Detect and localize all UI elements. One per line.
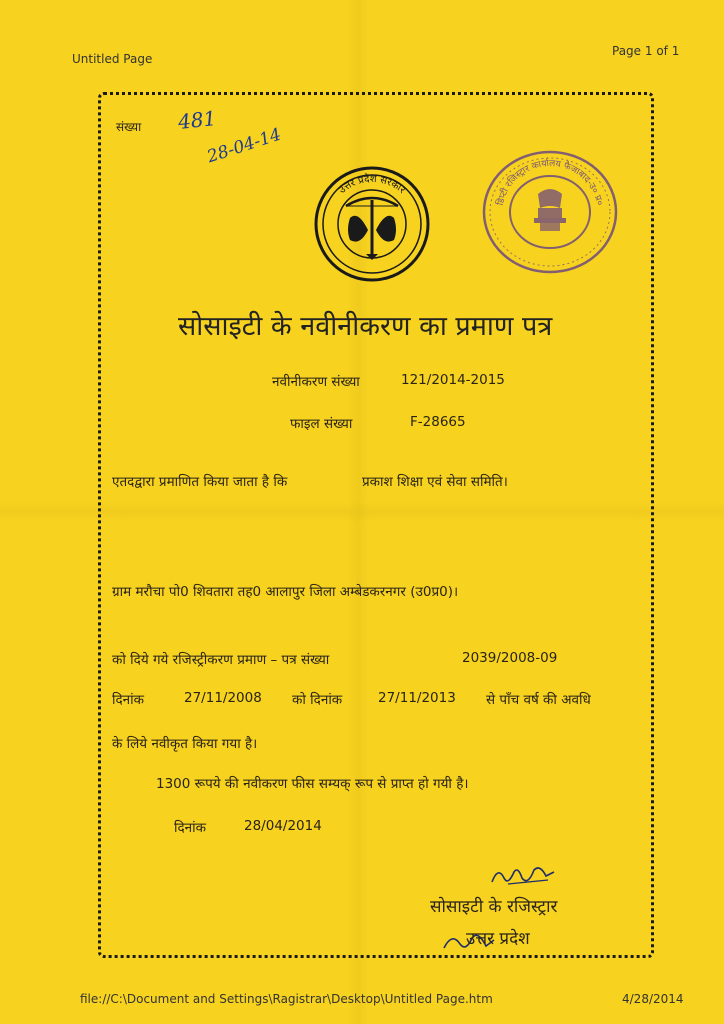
number-label: संख्या xyxy=(116,120,142,134)
up-government-emblem-icon xyxy=(306,160,438,282)
period-suffix: से पाँच वर्ष की अवधि xyxy=(486,692,591,708)
society-address: ग्राम मरौचा पो0 शिवतारा तह0 आलापुर जिला अम्बेडकरनगर (उ0प्र0)। xyxy=(112,584,459,600)
certificate-title: सोसाइटी के नवीनीकरण का प्रमाण पत्र xyxy=(178,311,553,342)
period-to-label: को दिनांक xyxy=(292,692,343,708)
handwritten-signature xyxy=(488,862,558,890)
header-page-count: Page 1 of 1 xyxy=(612,44,680,58)
renewal-number-value: 121/2014-2015 xyxy=(401,372,505,388)
period-from-date: 27/11/2008 xyxy=(184,690,262,706)
signature-designation: सोसाइटी के रजिस्ट्रार xyxy=(430,897,558,917)
handwritten-number: 481 xyxy=(176,106,218,134)
society-name: प्रकाश शिक्षा एवं सेवा समिति। xyxy=(362,474,508,490)
certify-label: एतदद्वारा प्रमाणित किया जाता है कि xyxy=(112,474,288,490)
registration-number: 2039/2008-09 xyxy=(462,650,558,666)
registrar-seal-icon xyxy=(476,146,624,278)
svg-text:उत्तर प्रदेश सरकार xyxy=(337,173,408,197)
handwritten-date: 28-04-14 xyxy=(204,124,284,168)
signature-state: उत्तर प्रदेश xyxy=(466,929,530,949)
file-number-value: F-28665 xyxy=(410,414,466,430)
footer-file-path: file://C:\Document and Settings\Ragistrar\Desktop\Untitled Page.htm xyxy=(80,992,493,1006)
file-number-label: फाइल संख्या xyxy=(290,416,353,432)
period-from-label: दिनांक xyxy=(112,692,145,708)
footer-date: 4/28/2014 xyxy=(622,992,684,1006)
seal-text: डिप्टी रजिस्ट्रार कार्यालय फैजाबाद-उ० प्र० xyxy=(495,158,605,207)
header-page-title: Untitled Page xyxy=(72,52,153,66)
issue-date-label: दिनांक xyxy=(174,820,207,836)
fee-line: 1300 रूपये की नवीकरण फीस सम्यक् रूप से प्राप्त हो गयी है। xyxy=(156,776,469,792)
issue-date-value: 28/04/2014 xyxy=(244,818,322,834)
renewal-number-label: नवीनीकरण संख्या xyxy=(272,374,360,390)
renewed-line: के लिये नवीकृत किया गया है। xyxy=(112,736,258,752)
period-to-date: 27/11/2013 xyxy=(378,690,456,706)
registration-label: को दिये गये रजिस्ट्रीकरण प्रमाण – पत्र संख्या xyxy=(112,652,330,668)
emblem-text: उत्तर प्रदेश सरकार xyxy=(336,173,408,197)
